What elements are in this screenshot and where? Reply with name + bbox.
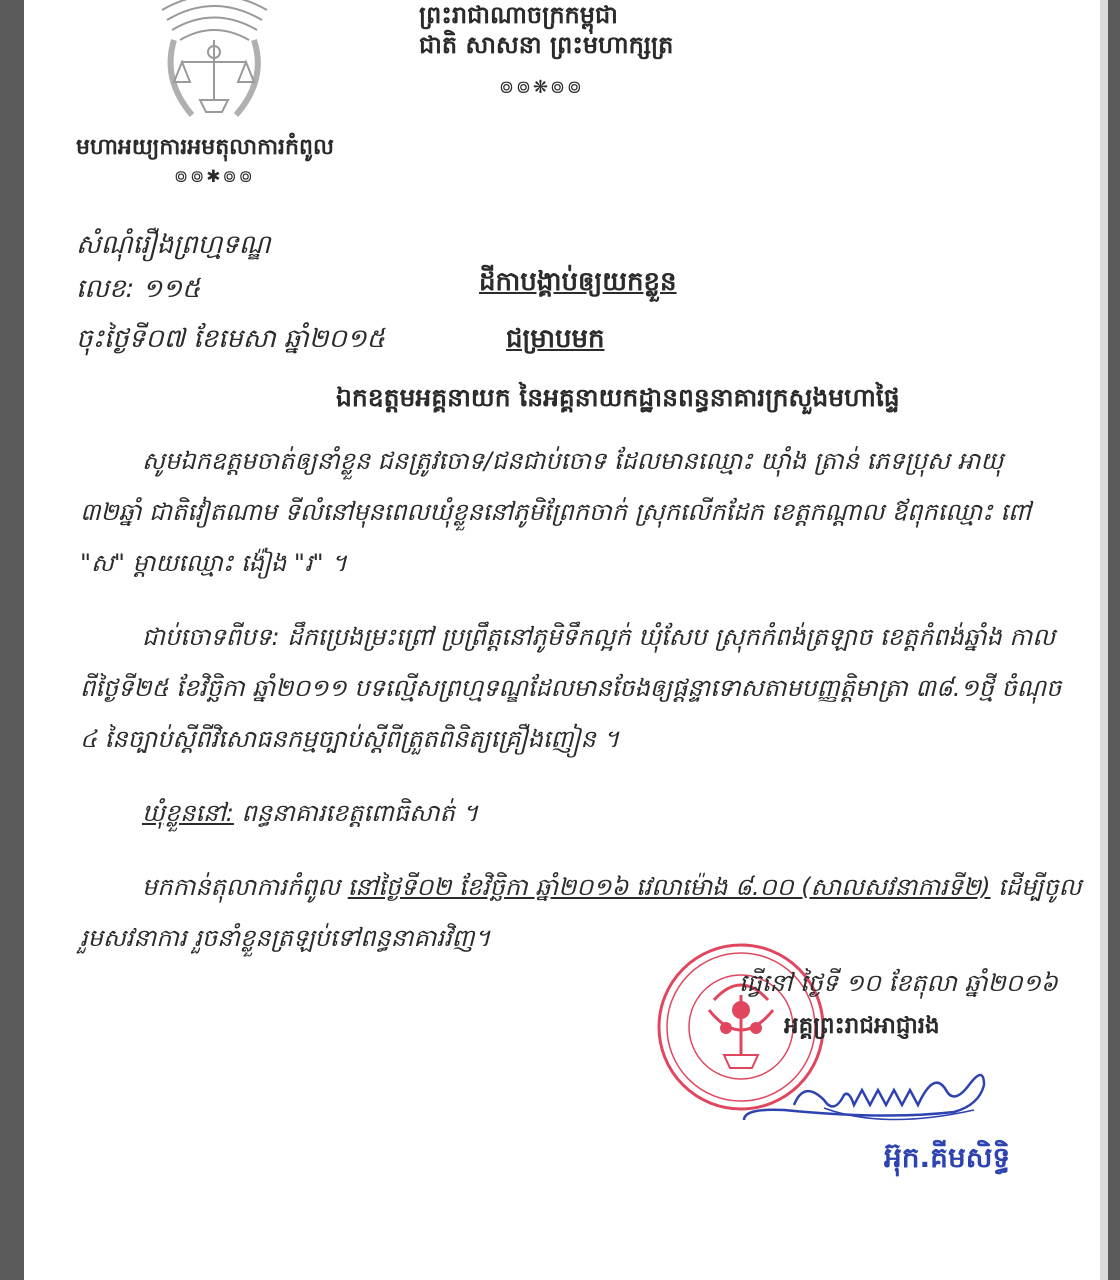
appearance-prefix: មកកាន់តុលាការកំពូល: [142, 873, 341, 901]
court-ornament: ៙៙✱៙៙: [174, 167, 255, 187]
detention-label: ឃុំខ្លួននៅ:: [142, 799, 234, 827]
nation-motto: ជាតិ សាសនា ព្រះមហាក្សត្រ: [419, 31, 674, 59]
detention-value: ពន្ធនាគារខេត្តពោធិសាត់ ។: [241, 799, 479, 827]
appearance-suffix: ដើម្បីចូល: [998, 873, 1082, 901]
paragraph-3-line-1: [142, 872, 1081, 907]
detention-line: [142, 798, 478, 833]
hearing-datetime: នៅថ្ងៃទី០២ ខែវិច្ឆិកា ឆ្នាំ២០១៦ វេលាម៉ោង ៨.០០ (សាលសវនាការទី២): [347, 873, 991, 901]
signer-position: អគ្គព្រះរាជអាជ្ញារង: [784, 1013, 940, 1039]
paragraph-2-line-1: ជាប់ចោទពីបទ: ដឹកប្រេងម្រះព្រៅ ប្រព្រឹត្តនៅភូមិទឹកល្អក់ ឃុំសែប ស្រុកកំពង់ត្រឡាច ខេត្តកំពង់ឆ្នាំង កាល: [142, 623, 1056, 651]
kingdom-title: ព្រះរាជាណាចក្រកម្ពុជា: [419, 1, 618, 29]
document-page: [24, 0, 1100, 1280]
paragraph-3-line-2: រួមសវនាការ រួចនាំខ្លួនត្រឡប់ទៅពន្ធនាគារវិញ។: [80, 924, 491, 952]
reference-date: ចុះថ្ងៃទី០៧ ខែមេសា ឆ្នាំ២០១៥: [76, 324, 385, 354]
paragraph-2-line-3: ៤ នៃច្បាប់ស្ដីពីវិសោធនកម្មច្បាប់ស្ដីពីត្រួតពិនិត្យគ្រឿងញៀន ។: [80, 725, 620, 753]
paragraph-1-line-1: សូមឯកឧត្តមចាត់ឲ្យនាំខ្លួន ជនត្រូវចោទ/ជនជាប់ចោទ ដែលមានឈ្មោះ យ៉ាំង ត្រាន់ ភេទប្រុស អាយុ: [142, 447, 1004, 475]
case-type: សំណុំរឿងព្រហ្មទណ្ឌ: [76, 230, 271, 260]
right-page-edge: [1100, 0, 1108, 1280]
reference-number: លេខ: ១១៥: [76, 274, 201, 304]
signature-icon: [684, 1060, 1044, 1150]
paragraph-1-line-3: "ស" ម្ដាយឈ្មោះ ង៉ៀង "រ" ។: [80, 549, 347, 577]
document-title: ដីកាបង្គាប់ឲ្យយកខ្លួន: [479, 267, 677, 297]
closing-date: ធ្វើនៅ ថ្ងៃទី ១០ ខែតុលា ឆ្នាំ២០១៦: [739, 969, 1058, 997]
court-name: មហាអយ្យការអមតុលាការកំពូល: [76, 135, 334, 160]
paragraph-2-line-2: ពីថ្ងៃទី២៥ ខែវិច្ឆិកា ឆ្នាំ២០១១ បទល្មើសព្រហ្មទណ្ឌដែលមានចែងឲ្យផ្ដន្ទាទោសតាមបញ្ញត្តិមាត្រា ៣៨.១ថ្មី ចំណុច: [80, 674, 1062, 702]
paragraph-1-line-2: ៣២ឆ្នាំ ជាតិវៀតណាម ទីលំនៅមុនពេលឃុំខ្លួននៅភូមិព្រែកចាក់ ស្រុកលើកដែក ខេត្តកណ្ដាល ឪពុកឈ្មោះ ពៅ: [80, 498, 1031, 526]
document-subtitle: ជម្រាបមក: [506, 324, 605, 354]
royal-emblem-icon: [152, 0, 277, 128]
header-ornament: ៙៙❋៙៙: [499, 77, 584, 98]
recipient-line: ឯកឧត្តមអគ្គនាយក នៃអគ្គនាយកដ្ឋានពន្ធនាគារក្រសួងមហាផ្ទៃ: [336, 383, 900, 412]
signer-name: អ៊ុក.គីមសិទ្ធិ: [884, 1141, 1011, 1174]
